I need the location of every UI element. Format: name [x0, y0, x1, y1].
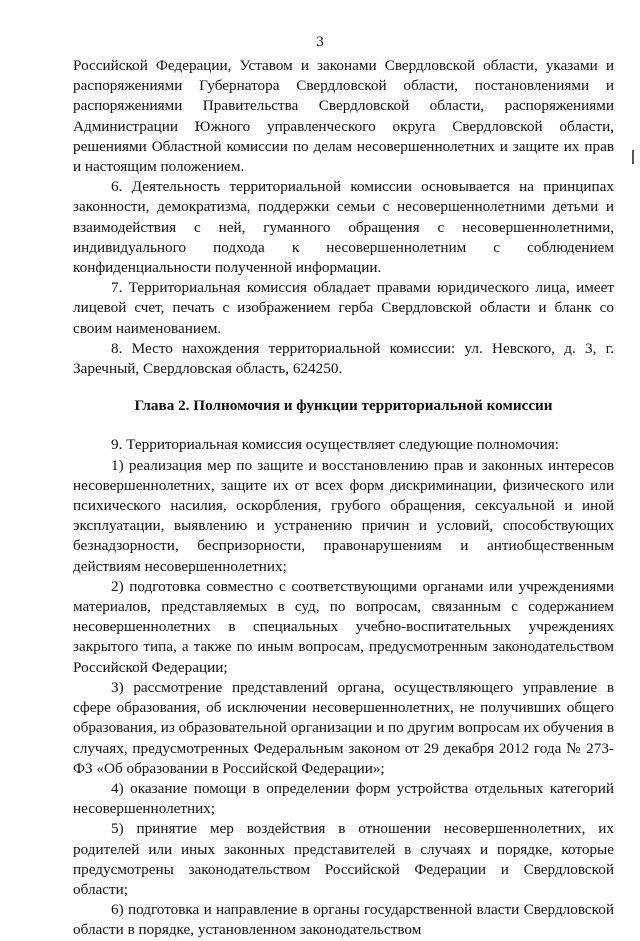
- subitem-2: 2) подготовка совместно с соответствующими органами или учреждениями материалов, представляемых в суд, по вопросам, связанным с содержанием несовершеннолетних в специальных учебно-воспитательных учреждениях закрытого типа, а также по иным вопросам, предусмотренным законодательством Российской Федерации;: [73, 577, 614, 676]
- page-number: 3: [316, 34, 324, 50]
- subitem-6: 6) подготовка и направление в органы государственной власти Свердловской области в порядке, установленном законодательством: [73, 901, 614, 939]
- paragraph-item-6: 6. Деятельность территориальной комиссии основывается на принципах законности, демократизма, поддержки семьи с несовершеннолетними детьми и взаимодействия с ней, гуманного обращения с несовершеннолетними, индивидуального подхода к несовершеннолетним с соблюдением конфиденциальности полученной информации.: [73, 178, 614, 277]
- document-body: [73, 56, 614, 941]
- paragraph-item-7: 7. Территориальная комиссия обладает правами юридического лица, имеет лицевой счет, печать с изображением герба Свердловской области и бланк со своим наименованием.: [73, 279, 614, 337]
- subitem-1: 1) реализация мер по защите и восстановлению прав и законных интересов несовершеннолетних, защите их от всех форм дискриминации, физического или психического насилия, оскорбления, грубого обращения, сексуальной и иной эксплуатации, выявлению и устранению причин и условий, способствующих безнадзорности, беспризорности, правонарушениям и антиобщественным действиям несовершеннолетних;: [73, 456, 614, 575]
- subitem-3: 3) рассмотрение представлений органа, осуществляющего управление в сфере образования, об исключении несовершеннолетних, не получивших общего образования, из образовательной организации и по другим вопросам их обучения в случаях, предусмотренных Федеральным законом от 29 декабря 2012 года № 273-ФЗ «Об образовании в Российской Федерации»;: [73, 678, 614, 777]
- paragraph-continuation: Российской Федерации, Уставом и законами Свердловской области, указами и распоряжениями Губернатора Свердловской области, постановлениями и распоряжениями Правительства Свердловской области, распоряжениями Администрации Южного управленческого округа Свердловской области, решениями Областной комиссии по делам несовершеннолетних и защите их прав и настоящим положением.: [73, 57, 614, 176]
- paragraph-item-8: 8. Место нахождения территориальной комиссии: ул. Невского, д. 3, г. Заречный, Свердловская область, 624250.: [73, 339, 614, 378]
- scan-margin-mark: [632, 150, 634, 164]
- paragraph-item-9: 9. Территориальная комиссия осуществляет следующие полномочия:: [111, 436, 559, 454]
- chapter-heading: Глава 2. Полномочия и функции территориальной комиссии: [134, 397, 553, 415]
- subitem-5: 5) принятие мер воздействия в отношении несовершеннолетних, их родителей или иных законных представителей в случаях и порядке, которые предусмотрены законодательством Российской Федерации и Свердловской области;: [73, 820, 614, 898]
- subitem-4: 4) оказание помощи в определении форм устройства отдельных категорий несовершеннолетних;: [73, 779, 614, 818]
